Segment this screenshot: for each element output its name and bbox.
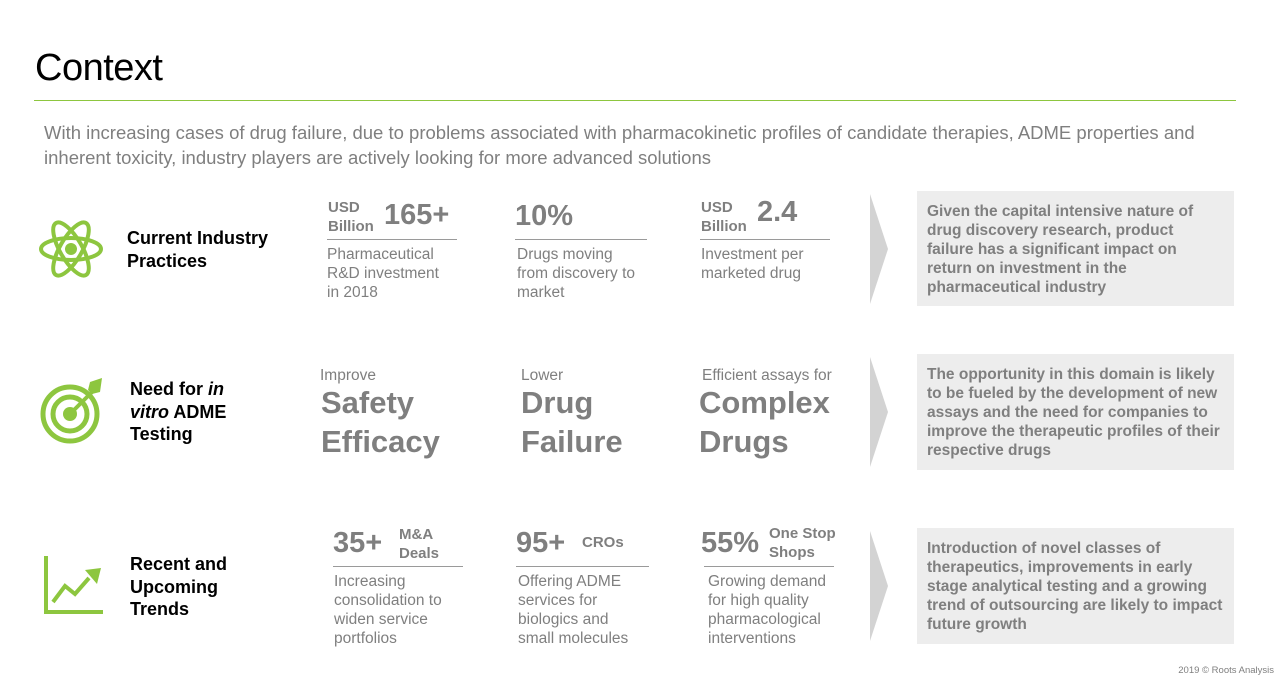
- item-caption: Efficient assays for: [702, 367, 832, 384]
- stat-underline: [333, 566, 463, 567]
- stat-desc: Increasing consolidation to widen service portfolios: [334, 573, 442, 647]
- insight-box-current-practices: Given the capital intensive nature of drug discovery research, product failure has a significant impact on return on investment in the pharmaceutical industry: [917, 191, 1234, 306]
- stat-value-rd-investment: 165+: [384, 199, 450, 231]
- row-label-trends: Recent and Upcoming Trends: [130, 554, 228, 619]
- stat-desc: Offering ADME services for biologics and small molecules: [518, 573, 629, 647]
- row-label-current-practices: Current Industry Practices: [127, 228, 269, 271]
- stat-underline: [704, 566, 834, 567]
- stat-desc: Investment per marketed drug: [701, 246, 804, 282]
- stat-unit: M&A Deals: [399, 526, 440, 562]
- stat-underline: [700, 239, 830, 240]
- chevron-right-icon: [870, 531, 888, 646]
- stat-underline: [515, 239, 647, 240]
- insight-box-need-for-testing: The opportunity in this domain is likely to be fueled by the development of new assays and the need for companies to improve the therapeutic profiles of their respective drugs: [917, 354, 1234, 470]
- stat-value-drugs-moving: 10%: [515, 200, 574, 232]
- stat-value-cros: 95+: [516, 527, 566, 559]
- trend-chart-icon: [43, 556, 105, 616]
- target-icon: [40, 378, 106, 444]
- footer-copyright: 2019 © Roots Analysis: [1178, 665, 1274, 676]
- intro-text: With increasing cases of drug failure, due to problems associated with pharmacokinetic profiles of candidate therapies, ADME properties and inherent toxicity, industry players are actively looking for more advanced solutions: [44, 122, 1195, 168]
- title-divider: [34, 100, 1236, 101]
- stat-underline: [327, 239, 457, 240]
- insight-box-trends: Introduction of novel classes of therapeutics, improvements in early stage analytical testing and a growing trend of outsourcing are likely to impact future growth: [917, 528, 1234, 644]
- stat-unit: CROs: [582, 534, 624, 551]
- row-label-need-for-testing: Need for in vitro ADME Testing: [130, 379, 227, 444]
- stat-value-ma-deals: 35+: [333, 527, 383, 559]
- item-headline-safety-efficacy: Safety Efficacy: [321, 385, 440, 459]
- atom-icon: [38, 215, 104, 283]
- item-caption: Lower: [521, 367, 564, 384]
- stat-unit: USD Billion: [328, 199, 374, 235]
- stat-value-one-stop-shops: 55%: [701, 527, 760, 559]
- stat-desc: Pharmaceutical R&D investment in 2018: [327, 246, 439, 301]
- chevron-right-icon: [870, 194, 888, 309]
- stat-underline: [516, 566, 649, 567]
- stat-value-investment-per-drug: 2.4: [757, 196, 798, 228]
- chevron-right-icon: [870, 357, 888, 472]
- stat-desc: Growing demand for high quality pharmacological interventions: [708, 573, 827, 647]
- item-caption: Improve: [320, 367, 376, 384]
- stat-unit: One Stop Shops: [769, 525, 836, 561]
- item-headline-drug-failure: Drug Failure: [521, 385, 623, 459]
- stat-desc: Drugs moving from discovery to market: [517, 246, 636, 301]
- item-headline-complex-drugs: Complex Drugs: [699, 385, 830, 459]
- page-title: Context: [35, 47, 163, 89]
- stat-unit: USD Billion: [701, 199, 747, 235]
